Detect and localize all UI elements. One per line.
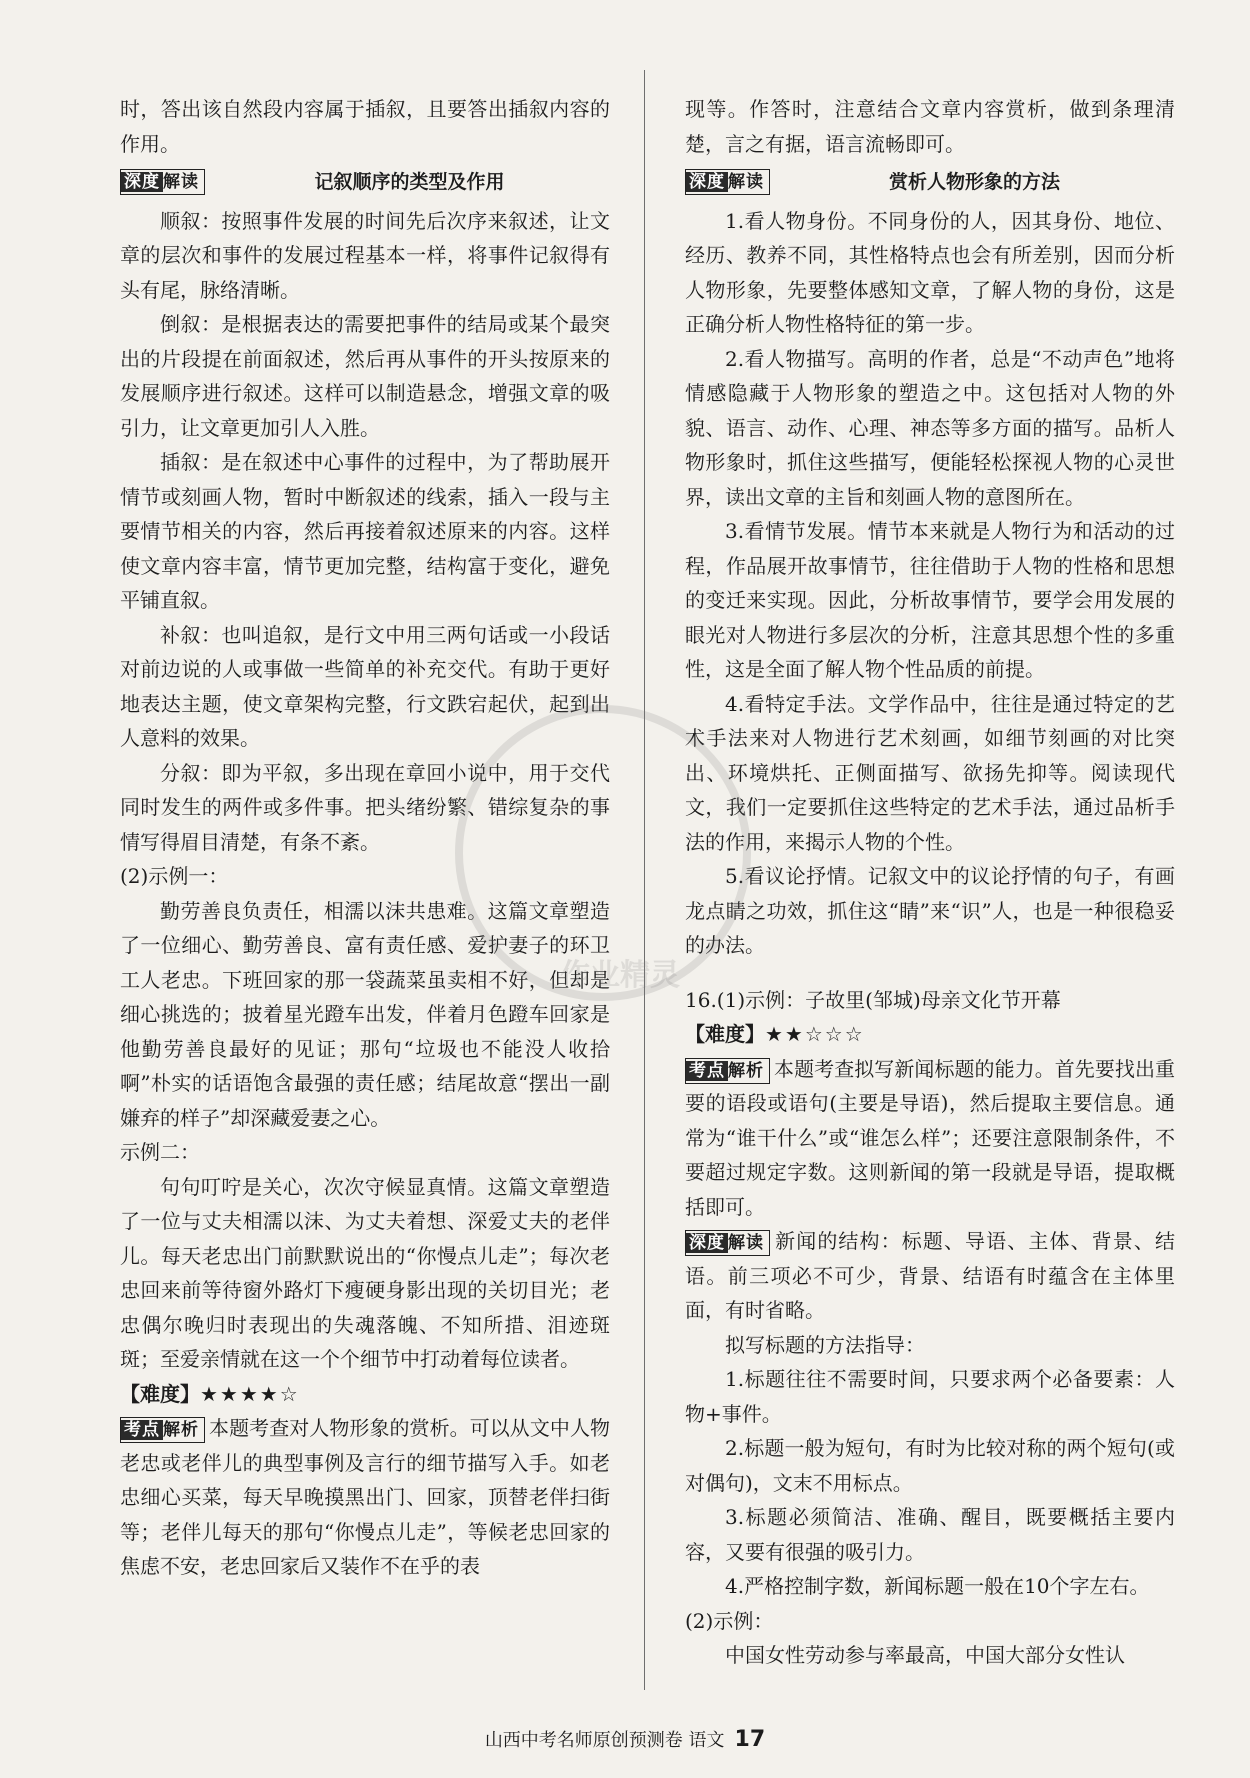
section-tag: 深度 解读: [120, 169, 205, 195]
example-text: 勤劳善良负责任，相濡以沫共患难。这篇文章塑造了一位细心、勤劳善良、富有责任感、爱护妻子的环卫工人老忠。下班回家的那一袋蔬菜虽卖相不好，但却是细心挑选的；披着星光蹬车出发，伴着月色蹬车回家是他勤劳善良最好的见证；那句“垃圾也不能没人收拾啊”朴实的话语饱含最强的责任感；结尾故意“摆出一副嫌弃的样子”却深藏爱妻之心。: [120, 898, 610, 1130]
watermark-text: 作业精灵: [560, 958, 680, 993]
example-text: 句句叮咛是关心，次次守候显真情。这篇文章塑造了一位与丈夫相濡以沫、为丈夫着想、深爱丈夫的老伴儿。每天老忠出门前默默说出的“你慢点儿走”；每次老忠回来前等待窗外路灯下瘦硬身影出现的关切目光；老忠偶尔晚归时表现出的失魂落魄、不知所措、泪迹斑斑；至爱亲情就在这一个个细节中打动着每位读者。: [120, 1174, 610, 1371]
section-heading: [120, 165, 610, 200]
left-column: [120, 92, 610, 1584]
paragraph: 2.看人物描写。高明的作者，总是“不动声色”地将情感隐藏于人物形象的塑造之中。这包括对人物的外貌、语言、动作、心理、神态等多方面的描写。品析人物形象时，抓住这些描写，便能轻松探视人物的心灵世界，读出文章的主旨和刻画人物的意图所在。: [685, 346, 1175, 509]
section-title: 赏析人物形象的方法: [888, 171, 1060, 193]
section-tag: 深度 解读: [685, 169, 770, 195]
paragraph: 1.看人物身份。不同身份的人，因其身份、地位、经历、教养不同，其性格特点也会有所差别，因而分析人物形象，先要整体感知文章，了解人物的身份，这是正确分析人物性格特征的第一步。: [685, 208, 1175, 336]
difficulty-rating: 【难度】★★☆☆☆: [685, 1022, 865, 1046]
column-divider: [644, 70, 645, 1690]
star-icon: ★★★★☆: [200, 1381, 300, 1406]
section-title: 记叙顺序的类型及作用: [314, 171, 505, 193]
paragraph: 倒叙：是根据表达的需要把事件的结局或某个最突出的片段提在前面叙述，然后再从事件的开头按原来的发展顺序进行叙述。这样可以制造悬念，增强文章的吸引力，让文章更加引人入胜。: [120, 312, 610, 440]
paragraph: 3.标题必须简洁、准确、醒目，既要概括主要内容，又要有很强的吸引力。: [685, 1505, 1175, 1564]
question-answer: 16.(1)示例：子故里(邹城)母亲文化节开幕: [685, 987, 1061, 1012]
paragraph: 补叙：也叫追叙，是行文中用三两句话或一小段话对前边说的人或事做一些简单的补充交代。有助于更好地表达主题，使文章架构完整，行文跌宕起伏，起到出人意料的效果。: [120, 622, 610, 750]
answer-text: 现等。作答时，注意结合文章内容赏析，做到条理清楚，言之有据，语言流畅即可。: [685, 97, 1175, 156]
example-text: 中国女性劳动参与率最高，中国大部分女性认: [725, 1643, 1125, 1667]
section-heading: [685, 165, 1175, 200]
page-number: 17: [734, 1727, 766, 1752]
example-label: 示例二：: [120, 1140, 200, 1164]
difficulty-rating: 【难度】★★★★☆: [120, 1381, 300, 1406]
paragraph: 4.看特定手法。文学作品中，往往是通过特定的艺术手法来对人物进行艺术刻画，如细节刻画的对比突出、环境烘托、正侧面描写、欲扬先抑等。阅读现代文，我们一定要抓住这些特定的艺术手法，通过品析手法的作用，来揭示人物的个性。: [685, 691, 1175, 854]
example-label: (2)示例一：: [120, 864, 229, 888]
paragraph: 3.看情节发展。情节本来就是人物行为和活动的过程，作品展开故事情节，往往借助于人物的性格和思想的变迁来实现。因此，分析故事情节，要学会用发展的眼光对人物进行多层次的分析，注意其思想个性的多重性，这是全面了解人物个性品质的前提。: [685, 519, 1175, 681]
analysis: 考点 解析 本题考查对人物形象的赏析。可以从文中人物老忠或老伴儿的典型事例及言行的细节描写入手。如老忠细心买菜，每天早晚摸黑出门、回家，顶替老伴扫街等；老伴儿每天的那句“你慢点儿走”，等候老忠回家的焦虑不安，老忠回家后又装作不在乎的表: [120, 1416, 610, 1578]
section-tag: 考点 解析: [120, 1417, 205, 1443]
interpretation: 深度 解读 新闻的结构：标题、导语、主体、背景、结语。前三项必不可少，背景、结语有时蕴含在主体里面，有时省略。: [685, 1229, 1175, 1322]
answer-text: 时，答出该自然段内容属于插叙，且要答出插叙内容的作用。: [120, 97, 610, 156]
paragraph: 1.标题往往不需要时间，只要求两个必备要素：人物+事件。: [685, 1367, 1175, 1426]
right-column: [685, 92, 1175, 1673]
paragraph: 5.看议论抒情。记叙文中的议论抒情的句子，有画龙点睛之功效，抓住这“睛”来“识”人，也是一种很稳妥的办法。: [685, 864, 1175, 957]
paragraph: 拟写标题的方法指导：: [725, 1332, 925, 1357]
example-label: (2)示例：: [685, 1608, 774, 1633]
analysis: 考点 解析 本题考查拟写新闻标题的能力。首先要找出重要的语段或语句(主要是导语)，然后提取主要信息。通常为“谁干什么”或“谁怎么样”；还要注意限制条件，不要超过规定字数。这则新闻的第一段就是导语，提取概括即可。: [685, 1056, 1175, 1219]
paragraph: 4.严格控制字数，新闻标题一般在10个字左右。: [725, 1574, 1150, 1598]
paragraph: 分叙：即为平叙，多出现在章回小说中，用于交代同时发生的两件或多件事。把头绪纷繁、错综复杂的事情写得眉目清楚，有条不紊。: [120, 760, 610, 854]
paragraph: 顺叙：按照事件发展的时间先后次序来叙述，让文章的层次和事件的发展过程基本一样，将事件记叙得有头有尾，脉络清晰。: [120, 208, 610, 302]
section-tag: 深度 解读: [685, 1230, 770, 1256]
footer-title: 山西中考名师原创预测卷 语文: [484, 1730, 725, 1751]
section-tag: 考点 解析: [685, 1058, 770, 1084]
star-icon: ★★☆☆☆: [765, 1022, 865, 1046]
paragraph: 2.标题一般为短句，有时为比较对称的两个短句(或对偶句)，文末不用标点。: [685, 1436, 1175, 1495]
page-footer: [0, 1726, 1250, 1752]
paragraph: 插叙：是在叙述中心事件的过程中，为了帮助展开情节或刻画人物，暂时中断叙述的线索，插入一段与主要情节相关的内容，然后再接着叙述原来的内容。这样使文章内容丰富，情节更加完整，结构富于变化，避免平铺直叙。: [120, 450, 610, 612]
